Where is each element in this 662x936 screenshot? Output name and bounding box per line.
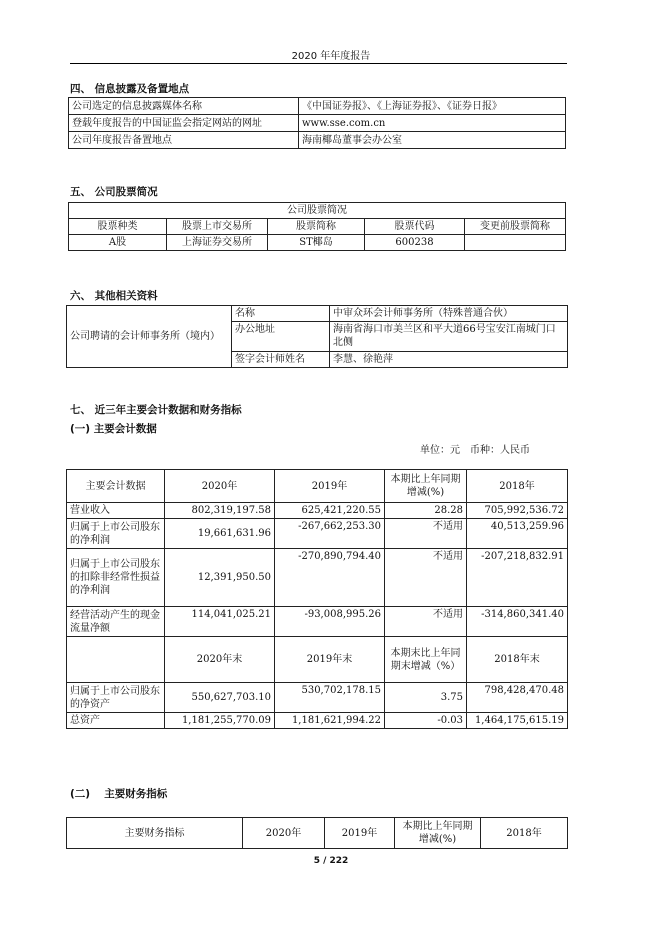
column-header: 2018年末 [467,637,568,683]
cell: 802,319,197.58 [165,503,275,519]
cell: 114,041,025.21 [165,607,275,637]
cell: 1,464,175,615.19 [467,713,568,729]
cell: 40,513,259.96 [467,519,568,549]
cell: 李慧、徐艳萍 [330,352,568,368]
table-row [69,132,566,149]
column-header: 2019年 [275,470,385,503]
group-label: 公司聘请的会计师事务所（境内） [67,306,232,368]
table-row [67,519,568,549]
cell: 不适用 [385,549,467,607]
cell: -93,008,995.26 [275,607,385,637]
row-label: 归属于上市公司股东的净资产 [67,683,165,713]
column-header: 本期末比上年同期末增减（%） [385,637,467,683]
cell: 《中国证券报》、《上海证券报》、《证券日报》 [299,98,566,115]
cell: 不适用 [385,519,467,549]
cell: 705,992,536.72 [467,503,568,519]
column-header: 本期比上年同期增减(%) [385,470,467,503]
cell: -314,860,341.40 [467,607,568,637]
section7-title: 七、 近三年主要会计数据和财务指标 [70,404,242,416]
table-row [69,203,566,219]
column-header: 股票代码 [365,219,465,235]
table-row [69,98,566,115]
column-header [67,637,165,683]
row-label: 经营活动产生的现金流量净额 [67,607,165,637]
cell: www.sse.com.cn [299,115,566,132]
cell: 签字会计师姓名 [232,352,330,368]
table-row [67,818,568,849]
cell: 12,391,950.50 [165,549,275,607]
column-header: 2020年末 [165,637,275,683]
column-header: 主要会计数据 [67,470,165,503]
cell: 海南省海口市美兰区和平大道66号宝安江南城门口北侧 [330,322,568,352]
column-header: 2018年 [481,818,568,849]
cell [465,235,566,251]
section5-title: 五、 公司股票简况 [70,186,158,198]
cell: -267,662,253.30 [275,519,385,549]
cell: -0.03 [385,713,467,729]
cell: 3.75 [385,683,467,713]
accounting-firm-table [66,305,568,368]
cell: 海南椰岛董事会办公室 [299,132,566,149]
header-rule [70,63,567,64]
table-row [67,549,568,607]
column-header: 变更前股票简称 [465,219,566,235]
cell: 530,702,178.15 [275,683,385,713]
cell: 公司选定的信息披露媒体名称 [69,98,299,115]
table-row [67,637,568,683]
cell: 625,421,220.55 [275,503,385,519]
cell: 不适用 [385,607,467,637]
column-header: 主要财务指标 [67,818,243,849]
column-header: 2020年 [243,818,325,849]
cell: 28.28 [385,503,467,519]
cell: 19,661,631.96 [165,519,275,549]
disclosure-table [68,97,566,149]
cell: 600238 [365,235,465,251]
unit-note: 单位：元 币种：人民币 [420,445,530,456]
cell: A股 [69,235,167,251]
section6-title: 六、 其他相关资料 [70,290,158,302]
cell: -207,218,832.91 [467,549,568,607]
cell: 办公地址 [232,322,330,352]
section4-title: 四、 信息披露及备置地点 [70,83,190,95]
page-number: 5 / 222 [313,856,349,866]
cell: -270,890,794.40 [275,549,385,607]
table-row [69,219,566,235]
table-row [67,306,568,322]
cell: 550,627,703.10 [165,683,275,713]
table-row [67,607,568,637]
column-header: 股票简称 [268,219,365,235]
running-header: 2020 年年度报告 [291,51,371,62]
table-title: 公司股票简况 [69,203,566,219]
table-row [69,235,566,251]
cell: 公司年度报告备置地点 [69,132,299,149]
column-header: 2018年 [467,470,568,503]
cell: 名称 [232,306,330,322]
table-row [67,713,568,729]
column-header: 2020年 [165,470,275,503]
financial-indicators-table [66,817,568,849]
cell: 1,181,255,770.09 [165,713,275,729]
cell: 1,181,621,994.22 [275,713,385,729]
subsection2-title: (二) 主要财务指标 [70,788,168,800]
cell: ST椰岛 [268,235,365,251]
table-row [67,683,568,713]
table-row [69,115,566,132]
column-header: 2019年 [325,818,395,849]
column-header: 股票上市交易所 [167,219,268,235]
row-label: 归属于上市公司股东的净利润 [67,519,165,549]
cell: 中审众环会计师事务所（特殊普通合伙） [330,306,568,322]
accounting-data-table [66,469,568,729]
cell: 登载年度报告的中国证监会指定网站的网址 [69,115,299,132]
column-header: 股票种类 [69,219,167,235]
column-header: 本期比上年同期增减(%) [395,818,481,849]
column-header: 2019年末 [275,637,385,683]
cell: 798,428,470.48 [467,683,568,713]
row-label: 营业收入 [67,503,165,519]
table-row [67,470,568,503]
row-label: 归属于上市公司股东的扣除非经常性损益的净利润 [67,549,165,607]
table-row [67,503,568,519]
subsection1-title: (一) 主要会计数据 [70,423,157,435]
stock-table [68,202,566,251]
row-label: 总资产 [67,713,165,729]
cell: 上海证券交易所 [167,235,268,251]
